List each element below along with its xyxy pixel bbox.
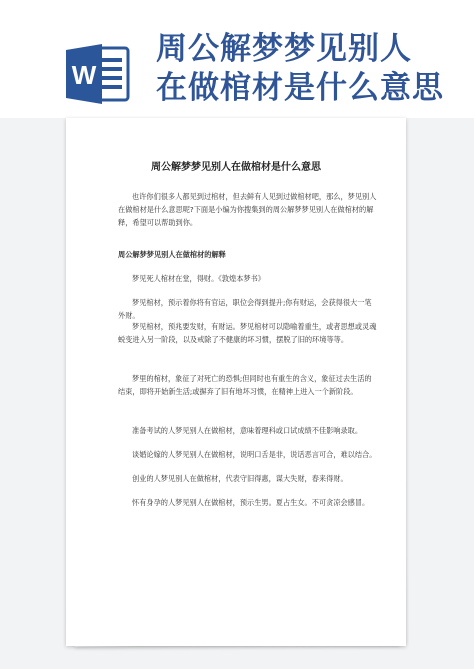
section-heading: 周公解梦梦见别人在做棺材的解释 <box>118 250 226 259</box>
banner <box>0 0 474 118</box>
word-icon <box>64 42 132 106</box>
word-logo-letter: W <box>71 60 97 90</box>
intro-paragraph: 也许你们很多人都见到过棺材，但去鲜有人见到过做棺材吧，那么，梦见别人在做棺材是什么意思呢?下面是小编为你搜集到的周公解梦梦见别人在做棺材的解释，希望可以帮助到你。 <box>118 192 377 227</box>
paragraph: 梦见棺材，预兆要发财，有财运。梦见棺材可以隐喻着重生，或者思想或灵魂蜕变进入另一阶段，以及戒除了不健康的坏习惯，摆脱了旧的环境等等。 <box>118 322 377 344</box>
banner-title-line1: 周公解梦梦见别人 <box>156 31 412 67</box>
paragraph: 梦见死人棺材在堂，得财。《敦煌本梦书》 <box>132 274 265 283</box>
paragraph: 怀有身孕的人梦见别人在做棺材，预示生男。夏占生女。不可贪凉会感冒。 <box>132 498 370 507</box>
document-page <box>66 118 406 646</box>
paragraph: 创业的人梦见别人在做棺材，代表守旧得惠，谋大失财，春来得财。 <box>132 474 348 483</box>
paragraph: 准备考试的人梦见别人在做棺材，意味着理科或口试成绩不佳影响录取。 <box>132 426 363 435</box>
paragraph: 谈婚论嫁的人梦见别人在做棺材，说明口舌是非，说话恶言可合，难以结合。 <box>132 450 377 459</box>
paragraph: 梦里的棺材，象征了对死亡的恐惧;但同时也有重生的含义，象征过去生活的结束，即将开始新生活;或摒弃了旧有地坏习惯，在精神上进入一个新阶段。 <box>118 374 372 396</box>
banner-title <box>156 30 456 108</box>
banner-title-line2: 在做棺材是什么意思 <box>156 70 444 106</box>
paragraph: 梦见棺材，预示着你将有官运，职位会得到提升;你有财运，会获得很大一笔外财。 <box>118 298 372 320</box>
document-title: 周公解梦梦见别人在做棺材是什么意思 <box>151 162 321 173</box>
